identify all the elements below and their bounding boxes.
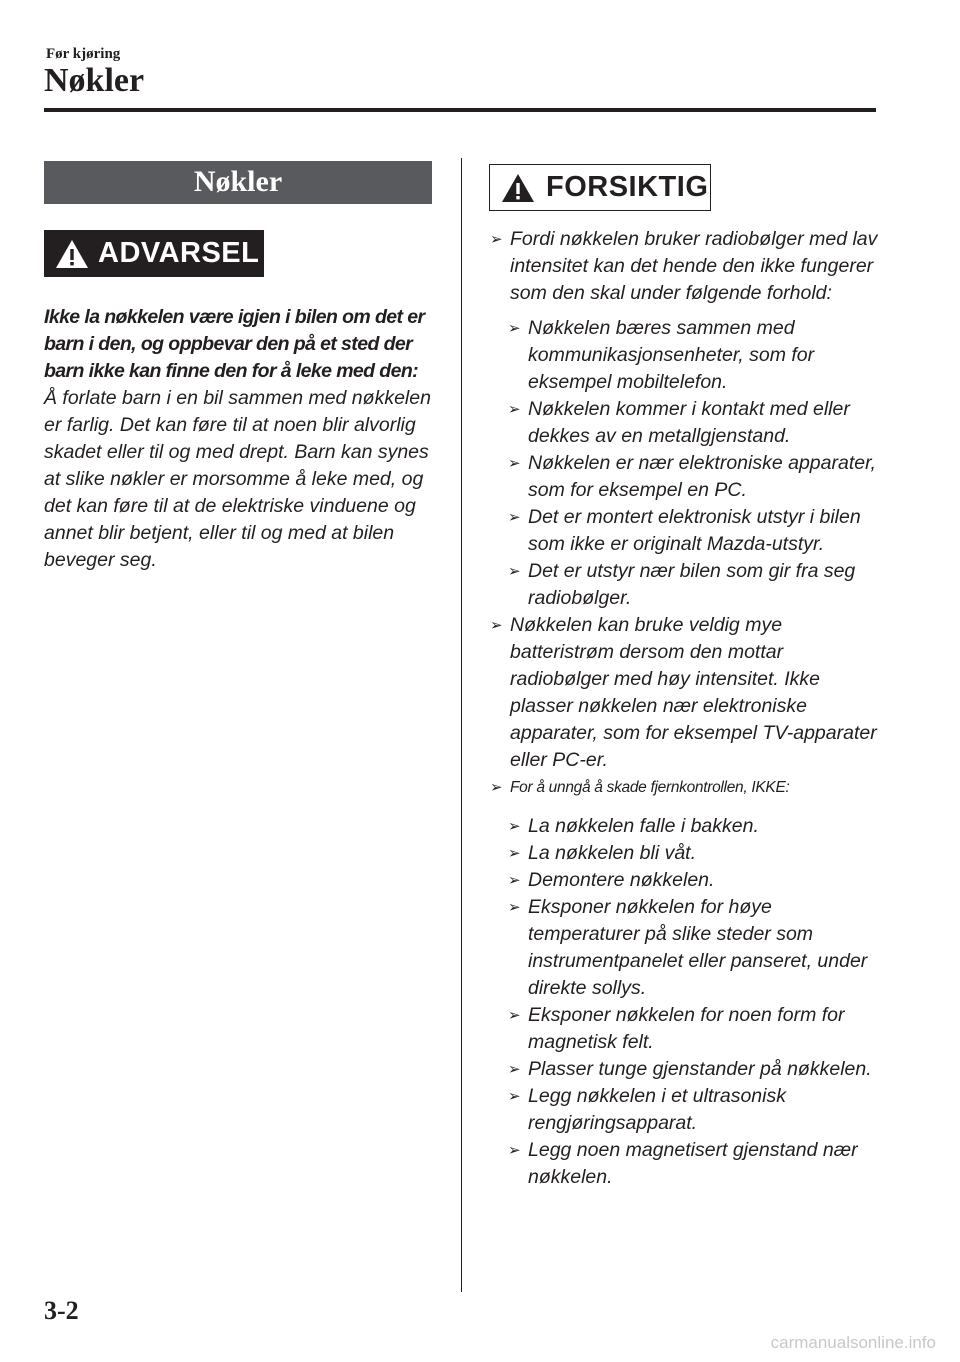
- bullet-arrow-icon: ➢: [508, 401, 521, 418]
- chapter-label: Før kjøring: [46, 46, 121, 62]
- warning-body: Å forlate barn i en bil sammen med nøkkelen er farlig. Det kan føre til at noen blir alvorlig skadet eller til og med drept. Barn kan synes at slike nøkler er morsomme å leke med, og det kan føre til at de elektriske vinduene og annet blir betjent, eller til og med at bilen beveger seg.: [44, 387, 431, 571]
- caution-subitem-text: Det er montert elektronisk utstyr i bilen som ikke er originalt Mazda-utstyr.: [528, 506, 861, 555]
- warning-triangle-icon: [54, 238, 90, 270]
- caution-subitem: [508, 1056, 880, 1083]
- caution-subitem-text: Nøkkelen kommer i kontakt med eller dekkes av en metallgjenstand.: [528, 398, 850, 447]
- caution-subitem: [508, 558, 880, 612]
- caution-item-text: For å unngå å skade fjernkontrollen, IKKE:: [510, 779, 790, 796]
- bullet-arrow-icon: ➢: [490, 617, 503, 634]
- caution-subitem: [508, 450, 880, 504]
- caution-subitem-text: Nøkkelen bæres sammen med kommunikasjonsenheter, som for eksempel mobiltelefon.: [528, 317, 815, 393]
- caution-subitem-text: Legg nøkkelen i et ultrasonisk rengjøringsapparat.: [528, 1085, 786, 1134]
- caution-subitem: [508, 894, 880, 1002]
- caution-item: [490, 774, 880, 801]
- caution-item: [490, 226, 880, 307]
- warning-badge: [44, 230, 264, 277]
- watermark: carmanualsonline.info: [770, 1333, 936, 1352]
- caution-subitem-text: Legg noen magnetisert gjenstand nær nøkkelen.: [528, 1139, 858, 1188]
- caution-subitem: [508, 504, 880, 558]
- caution-subitem-text: Eksponer nøkkelen for høye temperaturer på slike steder som instrumentpanelet eller panseret, under direkte sollys.: [528, 896, 868, 999]
- bullet-arrow-icon: ➢: [508, 818, 521, 835]
- caution-subitem: [508, 315, 880, 396]
- warning-heading: Ikke la nøkkelen være igjen i bilen om det er barn i den, og oppbevar den på et sted der barn ikke kan finne den for å leke med den:: [44, 306, 425, 382]
- bullet-arrow-icon: ➢: [508, 455, 521, 472]
- bullet-arrow-icon: ➢: [508, 845, 521, 862]
- bullet-arrow-icon: ➢: [508, 1007, 521, 1024]
- bullet-arrow-icon: ➢: [508, 509, 521, 526]
- caution-subitem-text: La nøkkelen bli våt.: [528, 842, 697, 864]
- bullet-arrow-icon: ➢: [508, 872, 521, 889]
- caution-subitem: [508, 840, 880, 867]
- bullet-arrow-icon: ➢: [490, 779, 503, 796]
- warning-text: [44, 304, 439, 574]
- bullet-arrow-icon: ➢: [490, 231, 503, 248]
- caution-subitem-text: Plasser tunge gjenstander på nøkkelen.: [528, 1058, 872, 1080]
- warning-label: ADVARSEL: [98, 237, 260, 269]
- bullet-arrow-icon: ➢: [508, 563, 521, 580]
- caution-subitem: [508, 1137, 880, 1191]
- caution-item: [490, 612, 880, 774]
- section-heading: Nøkler: [44, 161, 432, 204]
- caution-subitem-text: Det er utstyr nær bilen som gir fra seg radiobølger.: [528, 560, 856, 609]
- caution-subitem-text: Nøkkelen er nær elektroniske apparater, som for eksempel en PC.: [528, 452, 876, 501]
- caution-subitem: [508, 396, 880, 450]
- bullet-arrow-icon: ➢: [508, 899, 521, 916]
- caution-subitem: [508, 867, 880, 894]
- caution-item-text: Nøkkelen kan bruke veldig mye batteristrøm dersom den mottar radiobølger med høy intensitet. Ikke plasser nøkkelen nær elektroniske apparater, som for eksempel TV-apparater eller PC-er.: [510, 614, 877, 771]
- caution-item-text: Fordi nøkkelen bruker radiobølger med lav intensitet kan det hende den ikke fungerer som den skal under følgende forhold:: [510, 228, 878, 304]
- page-number: 3-2: [44, 1296, 79, 1325]
- caution-label: FORSIKTIG: [546, 171, 709, 203]
- caution-subitem: [508, 813, 880, 840]
- caution-badge: [489, 164, 711, 211]
- caution-subitem-text: Eksponer nøkkelen for noen form for magnetisk felt.: [528, 1004, 845, 1053]
- bullet-arrow-icon: ➢: [508, 1088, 521, 1105]
- caution-subitem: [508, 1002, 880, 1056]
- column-divider: [461, 158, 462, 1292]
- page-title: Nøkler: [44, 62, 145, 99]
- caution-triangle-icon: [500, 172, 536, 204]
- caution-list: [490, 226, 880, 1191]
- caution-subitem-text: La nøkkelen falle i bakken.: [528, 815, 759, 837]
- bullet-arrow-icon: ➢: [508, 1061, 521, 1078]
- bullet-arrow-icon: ➢: [508, 320, 521, 337]
- caution-subitem: [508, 1083, 880, 1137]
- bullet-arrow-icon: ➢: [508, 1142, 521, 1159]
- caution-subitem-text: Demontere nøkkelen.: [528, 869, 715, 891]
- header-rule: [44, 108, 876, 112]
